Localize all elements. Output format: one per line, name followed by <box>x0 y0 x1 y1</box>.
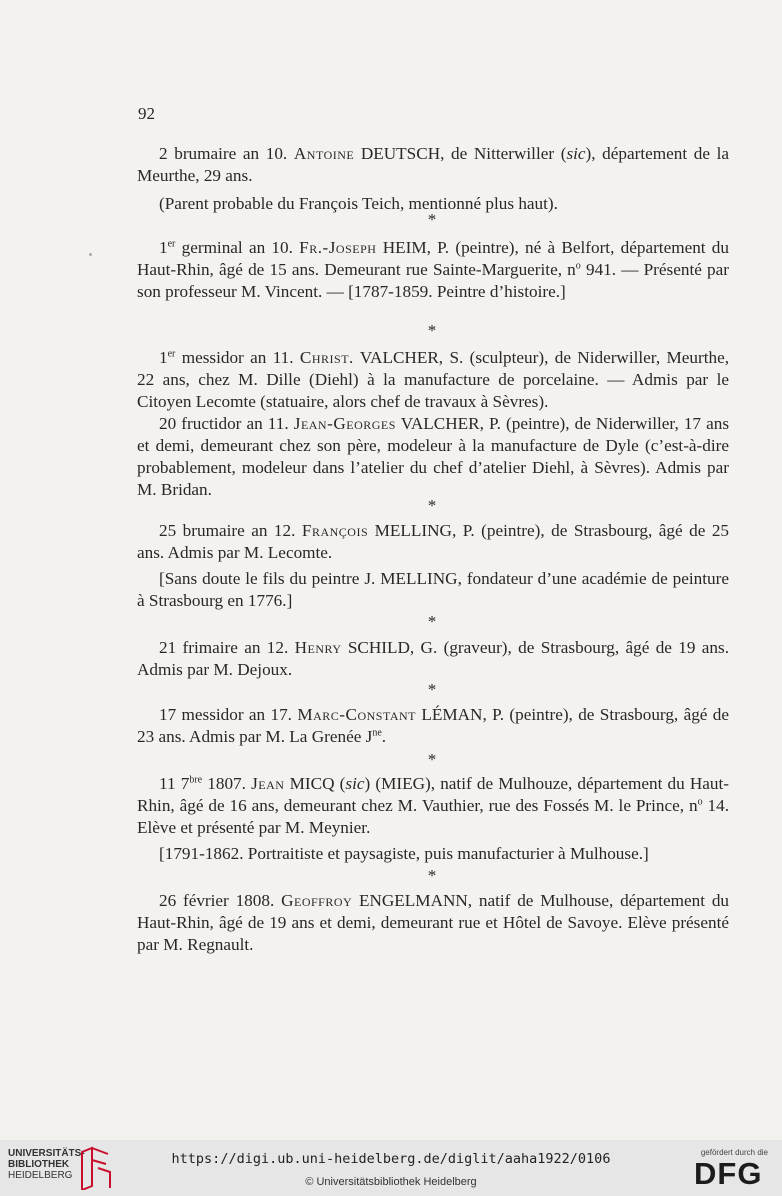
note-melling: [Sans doute le fils du peintre J. MELLING, fondateur d’une académie de peinture à Strasbourg en 1776.] <box>137 569 729 610</box>
separator: * <box>427 321 437 340</box>
separator: * <box>427 496 437 515</box>
page-number: 92 <box>138 104 155 123</box>
entry-schild: 21 frimaire an 12. Henry SCHILD, G. (graveur), de Strasbourg, âgé de 19 ans. Admis par M. Dejoux. <box>137 638 729 679</box>
entry-micq: 11 $7^{bre}$ 1807. Jean MICQ (sic) (MIEG), natif de Mulhouze, département du Haut-Rhin, âgé de 16 ans, demeurant chez M. Vauthier, rue des Fossés M. le Prince, $n^o$ 14. Elève et présenté par M. Meynier. [1791-1862. Portraitiste et paysagiste, puis manufacturier à Mulhouse.] <box>137 774 730 863</box>
entry-deutsch: 2 brumaire an 10. Antoine DEUTSCH, de Nitterwiller (sic), département de la Meurthe, 29 ans. (Parent probable du François Teich, mentionné plus haut). <box>137 144 730 213</box>
dfg-logo: DFG <box>694 1156 763 1191</box>
note-deutsch: (Parent probable du François Teich, mentionné plus haut). <box>159 194 558 213</box>
separator: * <box>427 750 437 769</box>
note-micq: [1791-1862. Portraitiste et paysagiste, puis manufacturier à Mulhouse.] <box>159 844 649 863</box>
entry-leman: 17 messidor an 17. Marc-Constant LÉMAN, P. (peintre), de Strasbourg, âgé de 23 ans. Admis par M. La Grenée $J^{ne}$. <box>137 705 729 746</box>
margin-mark <box>89 253 92 256</box>
separator: * <box>427 612 437 631</box>
permalink-url[interactable]: https://digi.ub.uni-heidelberg.de/diglit/aaha1922/0106 <box>171 1151 611 1167</box>
entry-valcher: 1er messidor an 11. Christ. VALCHER, S. (sculpteur), de Niderwiller, Meurthe, 22 ans, chez M. Dille (Diehl) à la manufacture de porcelaine. — Admis par le Citoyen Lecomte (statuaire, alors chef de travaux à Sèvres). 20 fructidor an 11. Jean-Georges VALCHER, P. (peintre), de Niderwiller, 17 ans et demi, demeurant chez son père, modeleur à la manufacture de Dyle (c’est-à-dire probablement, modeleur dans l’atelier du chef d’atelier Diehl, à Sèvres). Admis par M. Bridan. <box>137 348 730 499</box>
separator: * <box>427 680 437 699</box>
separator: * <box>427 866 437 885</box>
library-name: UNIVERSITÄTS- BIBLIOTHEK HEIDELBERG <box>8 1148 85 1181</box>
separator: * <box>427 210 437 229</box>
copyright: © Universitätsbibliothek Heidelberg <box>305 1176 477 1188</box>
entry-heim: 1er germinal an 10. Fr.-Joseph HEIM, P. (peintre), né à Belfort, département du Haut-Rhin, âgé de 15 ans. Demeurant rue Sainte-Marguerite, $n^o$ 941. — Présenté par son professeur M. Vincent. — [1787-1859. Peintre d’histoire.] <box>137 238 729 301</box>
entry-melling: 25 brumaire an 12. François MELLING, P. (peintre), de Strasbourg, âgé de 25 ans. Admis par M. Lecomte. [Sans doute le fils du peintre J. MELLING, fondateur d’une académie de peinture à Strasbourg en 1776.] <box>137 521 730 610</box>
entry-engelmann: 26 février 1808. Geoffroy ENGELMANN, natif de Mulhouse, département du Haut-Rhin, âgé de 19 ans et demi, demeurant rue et Hôtel de Savoye. Elève présenté par M. Regnault. <box>137 891 730 954</box>
funded-by-label: gefördert durch die <box>700 1148 768 1157</box>
